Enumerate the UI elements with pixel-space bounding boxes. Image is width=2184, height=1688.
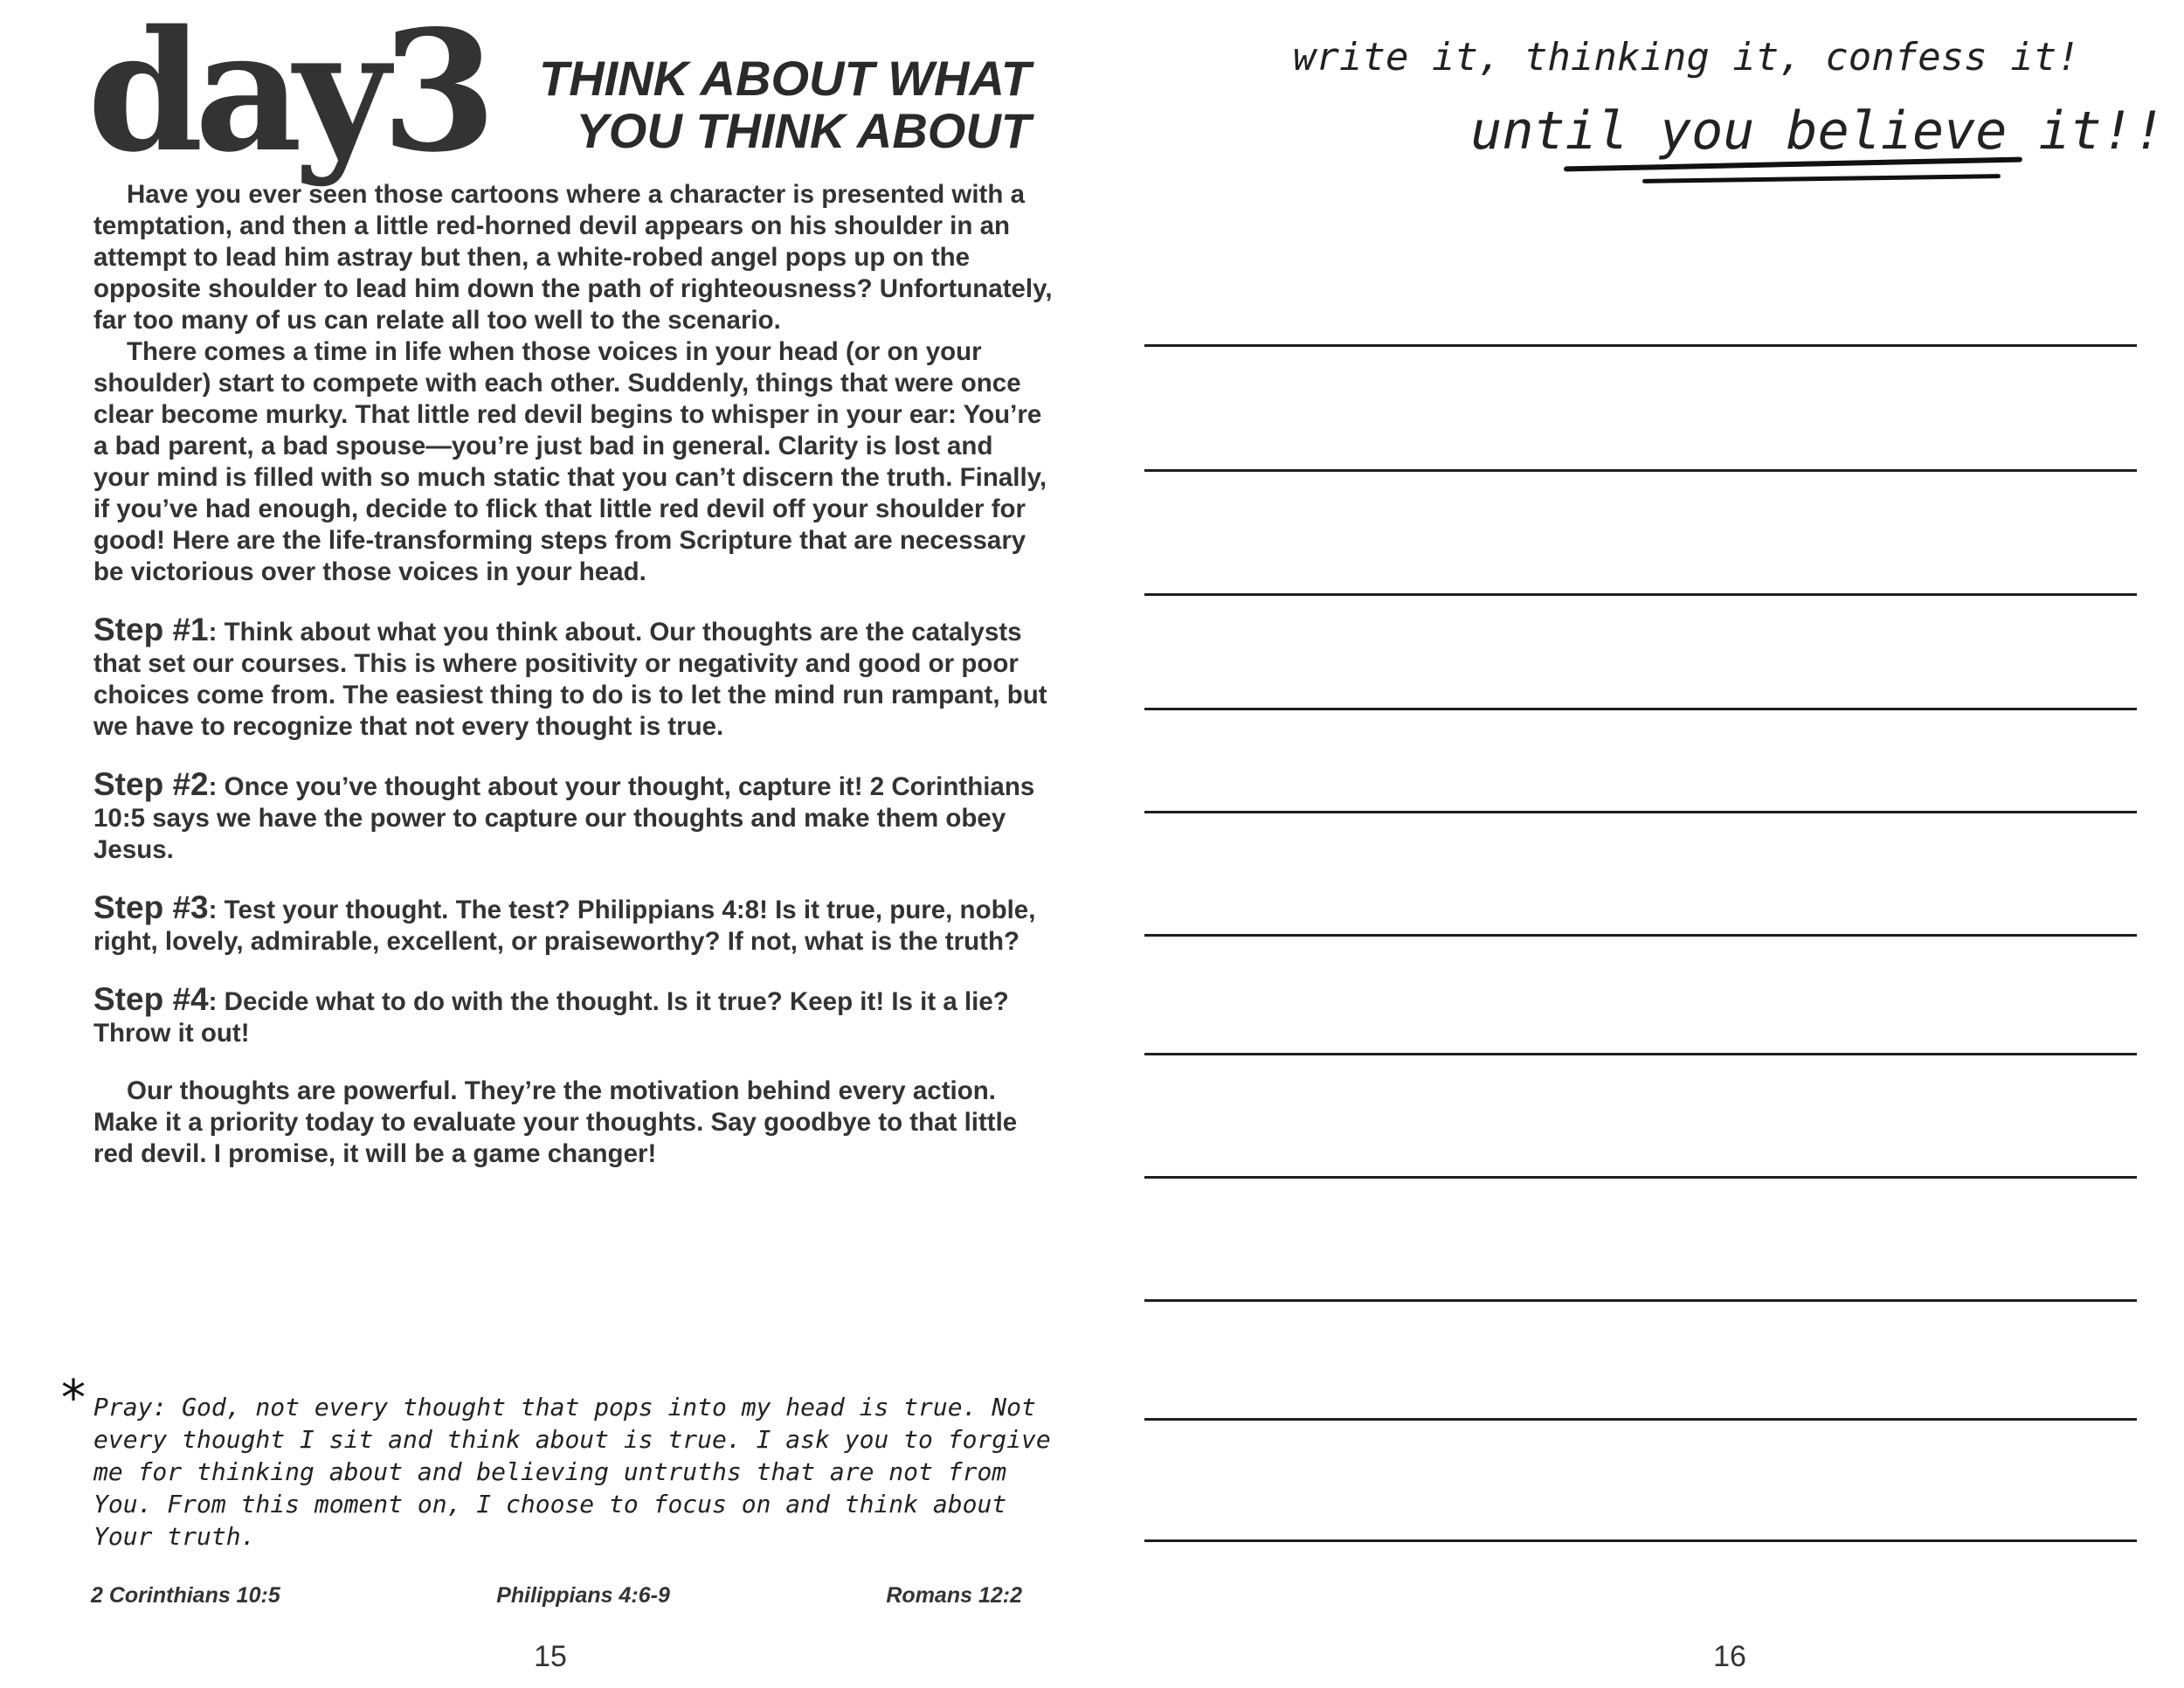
headline-line-2: YOU THINK ABOUT [576,103,1031,158]
writing-line[interactable] [1144,1299,2137,1302]
page-number-left: 15 [534,1640,567,1673]
step-1-label: Step #1 [93,612,209,647]
writing-line[interactable] [1144,811,2137,813]
writing-line[interactable] [1144,1418,2137,1421]
headline-line-1: THINK ABOUT WHAT [538,51,1031,106]
step-4 [93,981,1054,1049]
reference-2: Philippians 4:6-9 [496,1583,670,1608]
writing-line[interactable] [1144,593,2137,596]
writing-line[interactable] [1144,934,2137,937]
page-headline [489,52,1031,157]
day-title: day3 [87,0,488,189]
tagline-line-2: until you believe it!! [1470,100,2165,162]
context-paragraph: There comes a time in life when those voices in your head (or on your shoulder) start to compete with each other. Suddenly, things that were once clear become murky. That little red devil begins to whisper in your ear: You’re a bad parent, a bad spouse—you’re just bad in general. Clarity is lost and your mind is filled with so much static that you can’t discern the truth. Finally, if you’ve had enough, decide to flick that little red devil off your shoulder for good! Here are the life-transforming steps from Scripture that are necessary be victorious over those voices in your head. [93,337,1047,586]
scripture-references [91,1583,1022,1608]
writing-line[interactable] [1144,1176,2137,1179]
step-1 [93,614,1054,743]
closing-paragraph: Our thoughts are powerful. They’re the motivation behind every action. Make it a priority today to evaluate your thoughts. Say goodbye to that little red devil. I promise, it will be a game changer! [93,1076,1018,1168]
tagline-line-1: write it, thinking it, confess it! [1293,35,2080,80]
writing-line[interactable] [1144,469,2137,472]
reference-3: Romans 12:2 [886,1583,1022,1608]
step-3-text: : Test your thought. The test? Philippians 4:8! Is it true, pure, noble, right, lovely, admirable, excellent, or praiseworthy? If not, what is the truth? [93,896,1036,956]
step-1-text: : Think about what you think about. Our thoughts are the catalysts that set our courses. This is where positivity or negativity and good or poor choices come from. The easiest thing to do is to let the mind run rampant, but we have to recognize that not every thought is true. [93,618,1047,741]
step-4-label: Step #4 [93,981,209,1017]
writing-line[interactable] [1144,1053,2137,1055]
underline-stroke [1642,174,2001,183]
reference-1: 2 Corinthians 10:5 [91,1583,280,1608]
writing-line[interactable] [1144,1539,2137,1542]
writing-line[interactable] [1144,344,2137,347]
devotional-body [93,179,1054,1170]
step-2-label: Step #2 [93,766,209,802]
intro-paragraph: Have you ever seen those cartoons where a character is presented with a temptation, and then a little red-horned devil appears on his shoulder in an attempt to lead him astray but then, a white-robed angel pops up on the opposite shoulder to lead him down the path of righteousness? Unfortunately, far too many of us can relate all too well to the scenario. [93,180,1053,335]
step-3-label: Step #3 [93,889,209,925]
step-2-text: : Once you’ve thought about your thought, capture it! 2 Corinthians 10:5 says we have the power to capture our thoughts and make them obey Jesus. [93,772,1035,864]
step-2 [93,766,1054,866]
prayer-text: Pray: God, not every thought that pops into my head is true. Not every thought I sit and think about is true. I ask you to forgive me for thinking about and believing untruths that are not from You. From this moment on, I choose to focus on and think about Your truth. [93,1393,1051,1551]
step-3 [93,889,1054,958]
prayer-asterisk-icon: * [61,1370,86,1427]
right-page [1092,0,2184,1688]
writing-line[interactable] [1144,708,2137,710]
step-4-text: : Decide what to do with the thought. Is it true? Keep it! Is it a lie? Throw it out! [93,987,1009,1048]
page-number-right: 16 [1713,1640,1746,1673]
